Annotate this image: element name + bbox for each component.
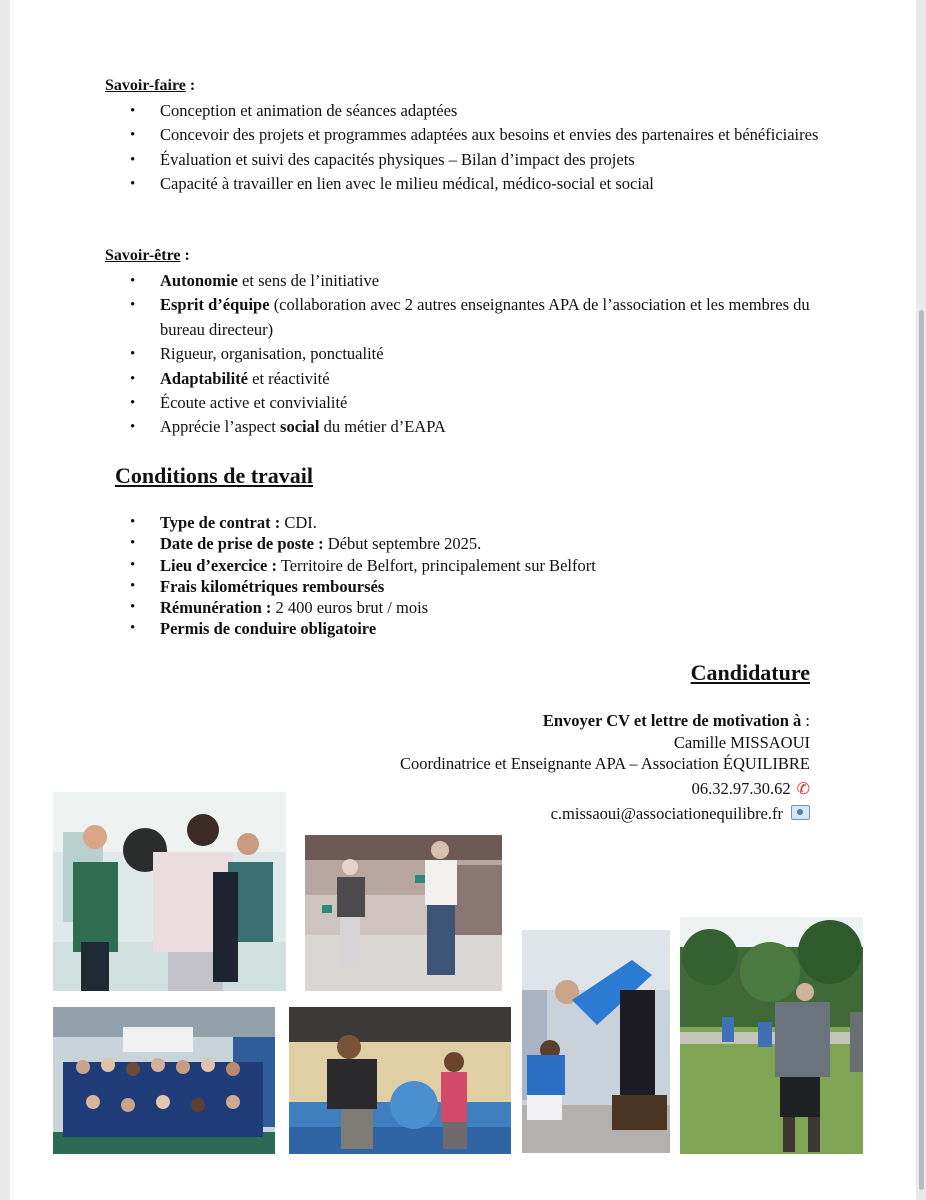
conditions-list <box>130 512 820 640</box>
list-item: • Type de contrat : CDI. <box>130 512 820 533</box>
list-item: • Date de prise de poste : Début septembre 2025. <box>130 533 820 554</box>
candidature-heading: Candidature <box>690 660 810 685</box>
conditions-heading: Conditions de travail <box>115 463 314 488</box>
list-item: • Concevoir des projets et programmes adaptées aux besoins et envies des partenaires et bénéficiaires <box>130 123 820 147</box>
envelope-icon <box>791 805 810 820</box>
savoir-faire-heading: Savoir-faire : <box>105 77 196 94</box>
list-item: • Conception et animation de séances adaptées <box>130 99 820 123</box>
list-item: • Apprécie l’aspect social du métier d’EAPA <box>130 415 820 439</box>
list-item: • Rigueur, organisation, ponctualité <box>130 342 820 366</box>
photo-basketball <box>53 792 286 991</box>
savoir-etre-heading: Savoir-être : <box>105 247 190 264</box>
list-item: • Adaptabilité et réactivité <box>130 367 820 391</box>
list-item: • Rémunération : 2 400 euros brut / mois <box>130 597 820 618</box>
contact-block <box>400 710 810 825</box>
list-item: • Lieu d’exercice : Territoire de Belfort, principalement sur Belfort <box>130 555 820 576</box>
savoir-etre-list <box>130 269 820 440</box>
telephone-receiver-icon: ✆ <box>796 780 810 798</box>
list-item: • Capacité à travailler en lien avec le milieu médical, médico-social et social <box>130 172 820 196</box>
list-item: • Permis de conduire obligatoire <box>130 618 820 639</box>
contact-email-row <box>400 803 810 825</box>
list-item: • Évaluation et suivi des capacités physiques – Bilan d’impact des projets <box>130 148 820 172</box>
photo-group <box>53 1007 275 1154</box>
vertical-scrollbar[interactable] <box>919 310 924 1190</box>
savoir-faire-list <box>130 99 820 197</box>
contact-name: Camille MISSAOUI <box>673 732 810 752</box>
list-item: • Frais kilométriques remboursés <box>130 576 820 597</box>
contact-phone-row <box>400 778 810 801</box>
photo-stretching <box>522 930 670 1153</box>
list-item: • Autonomie et sens de l’initiative <box>130 269 820 293</box>
photo-nordic-walking <box>680 917 863 1154</box>
contact-email[interactable]: c.missaoui@associationequilibre.fr <box>550 804 783 823</box>
photo-senior-walkers <box>305 835 502 991</box>
list-item: • Esprit d’équipe (collaboration avec 2 autres enseignantes APA de l’association et les membres du bureau directeur) <box>130 293 820 342</box>
list-item: • Écoute active et convivialité <box>130 391 820 415</box>
contact-role: Coordinatrice et Enseignante APA – Association ÉQUILIBRE <box>399 754 810 773</box>
send-instruction: Envoyer CV et lettre de motivation à : <box>542 711 810 730</box>
photo-gym-ball <box>289 1007 511 1154</box>
contact-phone[interactable]: 06.32.97.30.62 <box>691 778 791 798</box>
